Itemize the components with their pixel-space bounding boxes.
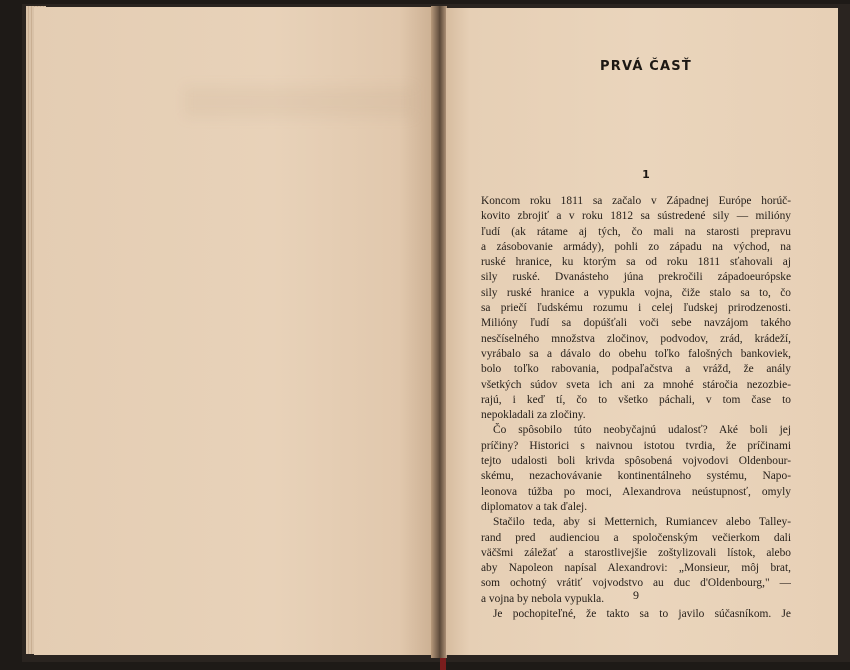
page-number: 9 bbox=[633, 588, 639, 602]
text-line: diplomatov a tak ďalej. bbox=[481, 500, 588, 513]
text-line: nesčíselného množstva zločinov, podvodov, zrád, krádeží, bbox=[481, 332, 791, 345]
chapter-number: 1 bbox=[642, 168, 650, 181]
text-line: skému, nezachovávanie kontinentálneho systému, Napo- bbox=[481, 470, 791, 483]
text-line: som ochotný vrátiť vojvodstvo au duc d'Oldenbourg," — bbox=[481, 577, 791, 590]
text-line: Stačilo teda, aby si Metternich, Rumiancev alebo Talley- bbox=[493, 516, 791, 529]
text-line: aby Napoleon napísal Alexandrovi: „Monsieur, môj brat, bbox=[481, 562, 791, 575]
text-line: a zásobovanie armády), pohli zo západu na východ, na bbox=[481, 240, 791, 253]
left-page bbox=[34, 7, 431, 655]
text-line: sa priečí ľudskému rozumu i celej ľudskej prirodzenosti. bbox=[481, 302, 791, 315]
text-line: sily ruské hranice a vypukla vojna, čiže stalo sa to, čo bbox=[481, 286, 791, 299]
text-line: Je pochopiteľné, že takto sa to javilo súčasníkom. Je bbox=[493, 608, 791, 621]
text-line: Milióny ľudí sa dopúšťali voči sebe navzájom takého bbox=[481, 317, 791, 330]
body-text bbox=[481, 194, 791, 622]
text-line: Koncom roku 1811 sa začalo v Západnej Európe horúč- bbox=[481, 195, 791, 207]
text-line: leonova túžba po moci, Alexandrova neústupnosť, omyly bbox=[481, 485, 791, 498]
text-line: bolo toľko rabovania, podpaľačstva a vrážd, že anály bbox=[481, 363, 791, 376]
text-line: rand pred audienciou a spoločenským večierkom dali bbox=[481, 531, 791, 544]
text-line: nepokladali za zločiny. bbox=[481, 409, 586, 422]
show-through bbox=[184, 87, 414, 117]
spine-band bbox=[440, 658, 446, 670]
text-line: väčšmi záležať a starostlivejšie zoštylizovali lístok, alebo bbox=[481, 546, 791, 559]
text-line: ruské hranice, ku ktorým sa od roku 1811 sťahovali aj bbox=[481, 256, 791, 269]
gutter bbox=[431, 6, 447, 658]
text-line: Čo spôsobilo túto neobyčajnú udalosť? Aké boli jej bbox=[493, 424, 791, 437]
text-line: príčiny? Historici s naivnou istotou tvrdia, že príčinami bbox=[481, 439, 791, 452]
text-line: kovito zbrojiť a v roku 1812 sa sústredené sily — milióny bbox=[481, 210, 791, 223]
text-line: ľudí (ak rátame aj tých, čo mali na starosti prepravu bbox=[481, 225, 791, 238]
text-line: vyrábalo sa a dávalo do obehu toľko falošných bankoviek, bbox=[481, 347, 791, 360]
text-line: a vojna by nebola vypukla. bbox=[481, 592, 605, 605]
part-heading: PRVÁ ČASŤ bbox=[600, 59, 692, 74]
text-line: tejto udalosti boli krivda spôsobená vojvodovi Oldenbour- bbox=[481, 455, 791, 468]
text-line: všetkých súdov sveta ich ani za mnohé stáročia nezozbie- bbox=[481, 378, 791, 391]
text-line: rajú, i keď tí, čo to všetko páchali, v tom čase to bbox=[481, 393, 791, 406]
text-line: sily ruské. Dvanásteho júna prekročili západoeurópske bbox=[481, 271, 791, 284]
